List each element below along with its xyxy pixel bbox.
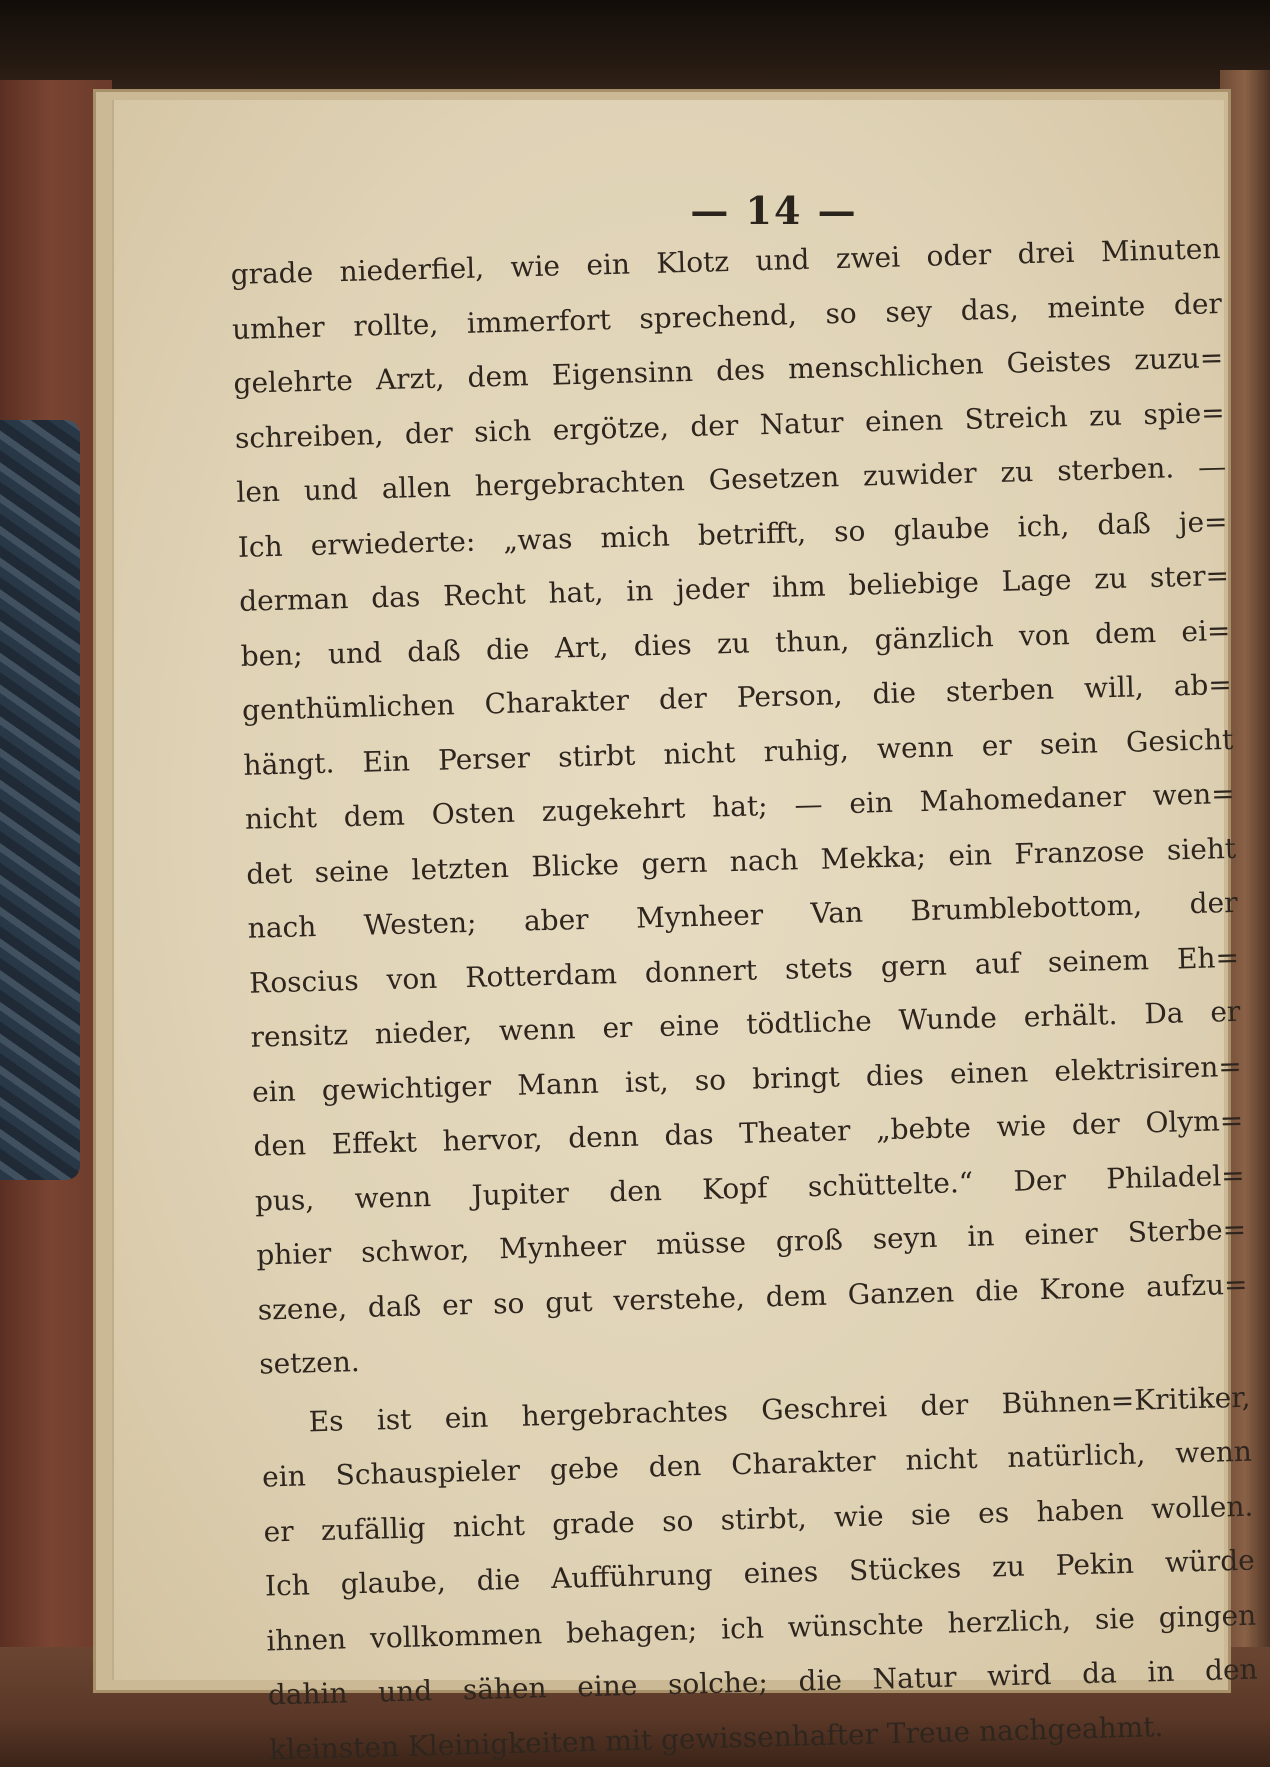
text-line: ein gewichtiger Mann ist, so bringt dies einen elektrisiren=	[251, 1049, 1243, 1109]
text-line: hängt. Ein Perser stirbt nicht ruhig, wenn er sein Gesicht	[243, 722, 1234, 782]
text-line: nach Westen; aber Mynheer Van Brumblebottom, der	[247, 885, 1238, 945]
page-text	[230, 222, 1260, 1767]
text-line: setzen.	[258, 1344, 361, 1381]
text-line: rensitz nieder, wenn er eine tödtliche Wunde erhält. Da er	[250, 994, 1241, 1054]
text-line: er zufällig nicht grade so stirbt, wie sie es haben wollen.	[263, 1489, 1254, 1549]
paragraph-1	[230, 222, 1250, 1392]
text-line: len und allen hergebrachten Gesetzen zuwider zu sterben. —	[235, 450, 1227, 509]
text-line: ein Schauspieler gebe den Charakter nicht natürlich, wenn	[261, 1434, 1253, 1494]
text-line: nicht dem Osten zugekehrt hat; — ein Mahomedaner wen=	[244, 776, 1236, 836]
text-line: umher rollte, immerfort sprechend, so sey das, meinte der	[231, 286, 1223, 346]
text-line: phier schwor, Mynheer müsse groß seyn in einer Sterbe=	[255, 1212, 1247, 1272]
text-line: derman das Recht hat, in jeder ihm beliebige Lage zu ster=	[238, 558, 1230, 618]
text-line: Es ist ein hergebrachtes Geschrei der Bühnen=Kritiker,	[308, 1380, 1251, 1438]
text-line: schreiben, der sich ergötze, der Natur einen Streich zu spie=	[234, 395, 1226, 455]
text-line: ihnen vollkommen behagen; ich wünschte herzlich, sie gingen	[266, 1598, 1257, 1658]
text-line: Ich erwiederte: „was mich betrifft, so glaube ich, daß je=	[237, 504, 1228, 564]
text-line: szene, daß er so gut verstehe, dem Ganzen die Krone aufzu=	[257, 1267, 1248, 1327]
text-line: gelehrte Arzt, dem Eigensinn des menschlichen Geistes zuzu=	[233, 341, 1224, 400]
marbled-cover-edge	[0, 420, 80, 1180]
paragraph-2	[260, 1370, 1260, 1767]
text-line: kleinsten Kleinigkeiten mit gewissenhafter Treue nachgeahmt.	[268, 1709, 1164, 1766]
text-line: grade niederfiel, wie ein Klotz und zwei oder drei Minuten	[230, 232, 1221, 291]
text-line: Roscius von Rotterdam donnert stets gern auf seinem Eh=	[248, 940, 1240, 1000]
book-page	[112, 100, 1258, 1766]
text-line: Ich glaube, die Aufführung eines Stückes zu Pekin würde	[264, 1543, 1256, 1603]
text-line: ben; und daß die Art, dies zu thun, gänzlich von dem ei=	[240, 613, 1231, 673]
text-line: genthümlichen Charakter der Person, die sterben will, ab=	[241, 667, 1233, 727]
text-line: pus, wenn Jupiter den Kopf schüttelte.“ Der Philadel=	[254, 1158, 1246, 1218]
text-line: den Effekt hervor, denn das Theater „bebte wie der Olym=	[253, 1103, 1244, 1163]
page-number: — 14 —	[690, 188, 858, 233]
text-line: det seine letzten Blicke gern nach Mekka; ein Franzose sieht	[245, 831, 1237, 891]
text-line: dahin und sähen eine solche; die Natur wird da in den	[267, 1652, 1258, 1712]
